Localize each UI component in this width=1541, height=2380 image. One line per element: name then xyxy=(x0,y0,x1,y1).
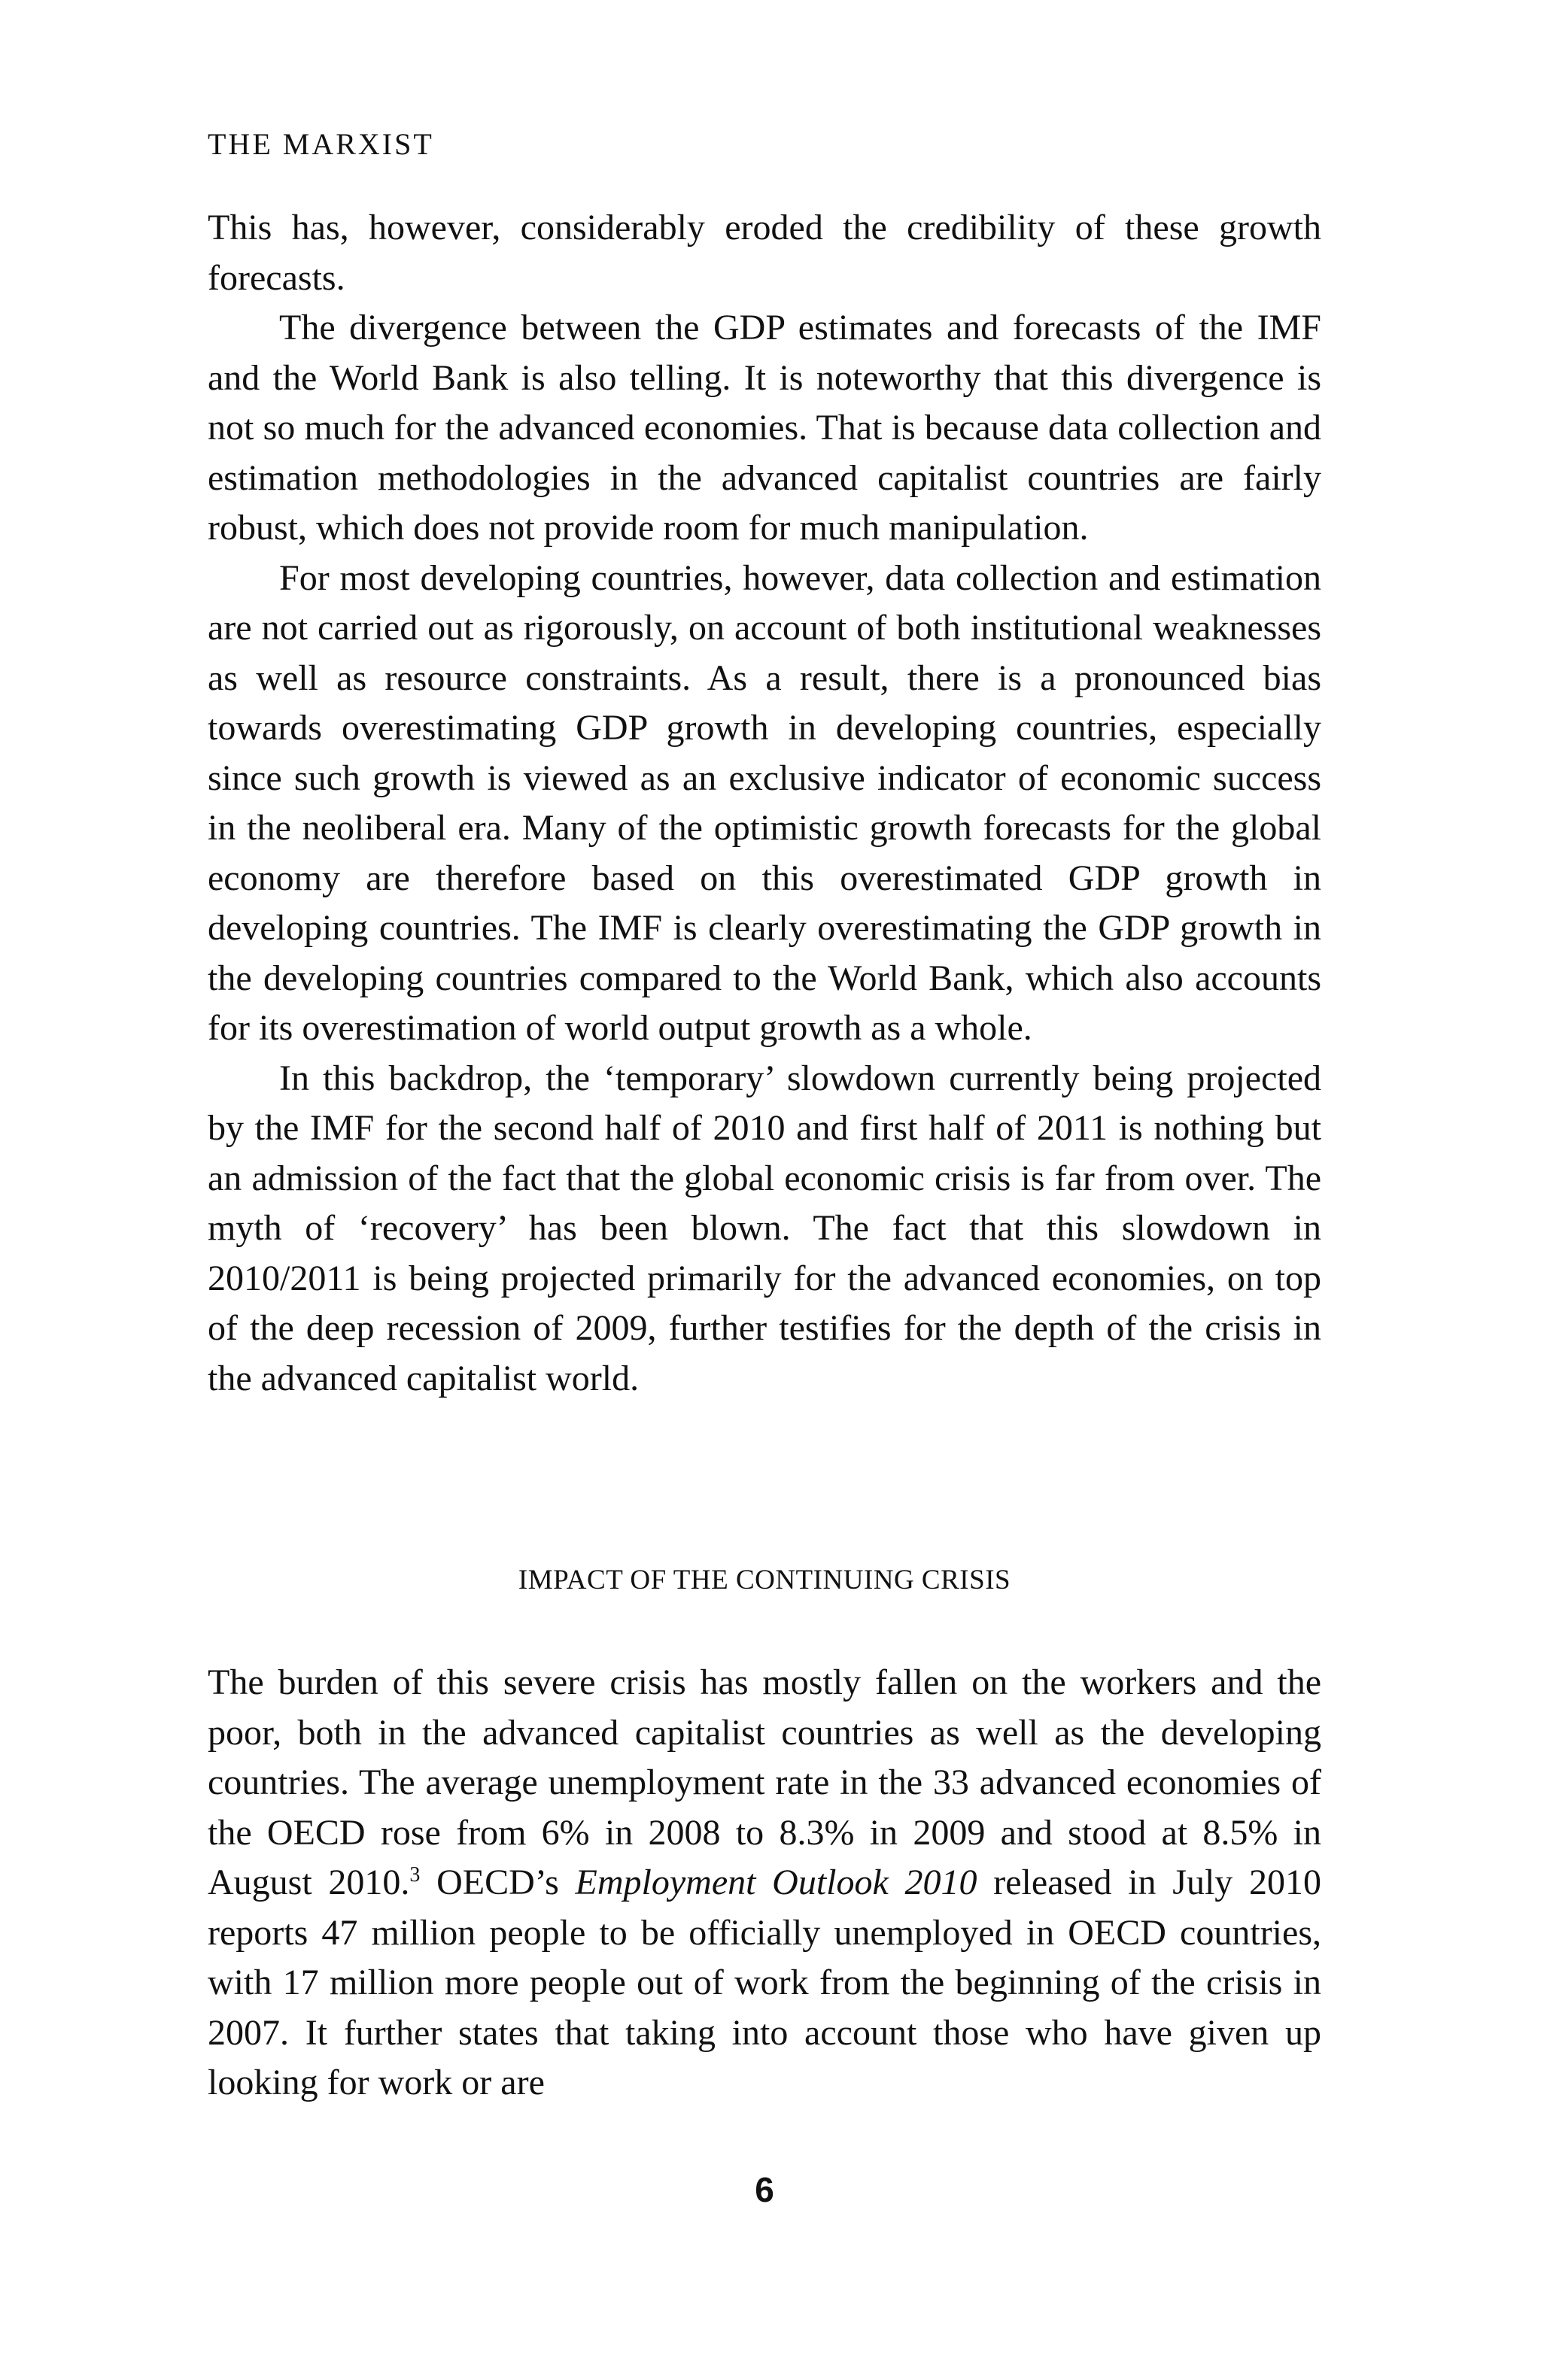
section-paragraph-part3: released in July 2010 reports 47 million people to be officially unemployed in OECD countries, with 17 million more people out of work from the beginning of the crisis in 2007. It further states that taking into account those who have given up looking for work or are xyxy=(208,1862,1321,2102)
body-text xyxy=(208,203,1321,1404)
page-number: 6 xyxy=(755,2170,774,2209)
paragraph-2: The divergence between the GDP estimates and forecasts of the IMF and the World Bank is also telling. It is noteworthy that this divergence is not so much for the advanced economies. That is because data collection and estimation methodologies in the advanced capitalist countries are fairly robust, which does not provide room for much manipulation. xyxy=(208,308,1321,548)
paragraph-1: This has, however, considerably eroded the credibility of these growth forecasts. xyxy=(208,208,1321,298)
section-paragraph-part2: OECD’s xyxy=(420,1862,576,1902)
section-paragraph xyxy=(208,1658,1321,2108)
running-head: THE MARXIST xyxy=(208,127,434,161)
section-paragraph-part1: The burden of this severe crisis has mostly fallen on the workers and the poor, both in the advanced capitalist countries as well as the developing countries. The average unemployment rate in the 33 advanced economies of the OECD rose from 6% in 2008 to 8.3% in 2009 and stood at 8.5% in August 2010. xyxy=(208,1662,1321,1902)
publication-title: Employment Outlook 2010 xyxy=(575,1862,977,1902)
section-body-text xyxy=(208,1658,1321,2108)
paragraph-3: For most developing countries, however, data collection and estimation are not carried out as rigorously, on account of both institutional weaknesses as well as resource constraints. As a result, there is a pronounced bias towards overestimating GDP growth in developing countries, especially since such growth is viewed as an exclusive indicator of economic success in the neoliberal era. Many of the optimistic growth forecasts for the global economy are therefore based on this overestimated GDP growth in developing countries. The IMF is clearly overestimating the GDP growth in the developing countries compared to the World Bank, which also accounts for its overestimation of world output growth as a whole. xyxy=(208,557,1321,1048)
paragraph-4: In this backdrop, the ‘temporary’ slowdown currently being projected by the IMF for the second half of 2010 and first half of 2011 is nothing but an admission of the fact that the global economic crisis is far from over. The myth of ‘recovery’ has been blown. The fact that this slowdown in 2010/2011 is being projected primarily for the advanced economies, on top of the deep recession of 2009, further testifies for the depth of the crisis in the advanced capitalist world. xyxy=(208,1058,1321,1398)
document-page xyxy=(208,0,1321,2380)
footnote-ref: 3 xyxy=(409,1863,421,1887)
section-heading: IMPACT OF THE CONTINUING CRISIS xyxy=(518,1565,1011,1595)
